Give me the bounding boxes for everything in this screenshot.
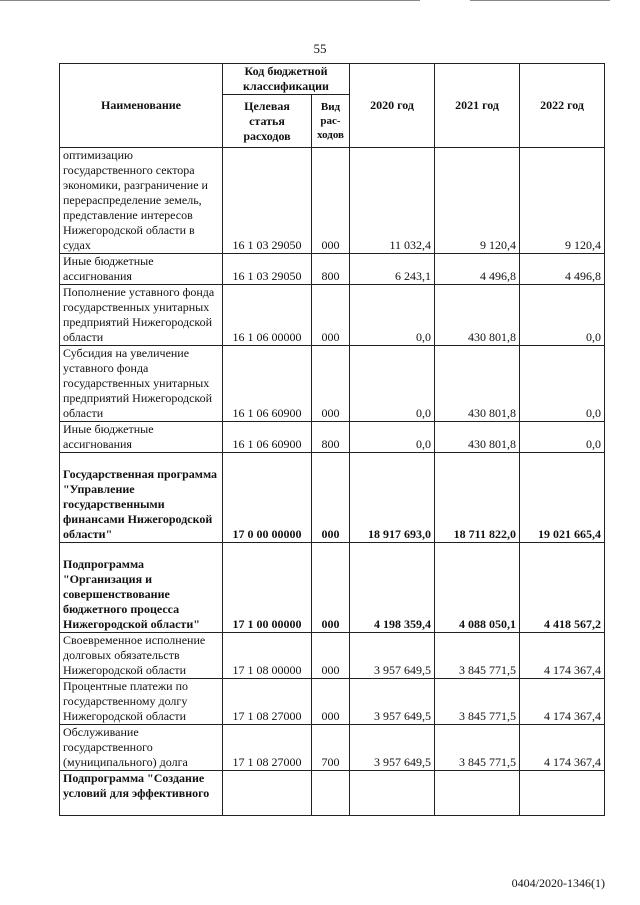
table-row (60, 679, 605, 725)
row-expense-kind: 000 (312, 453, 350, 543)
row-value-2020: 0,0 (350, 346, 435, 422)
row-value-2022: 19 021 665,4 (520, 453, 605, 543)
row-expense-kind (312, 771, 350, 816)
row-value-2021: 3 845 771,5 (435, 725, 520, 771)
row-value-2020: 11 032,4 (350, 148, 435, 254)
table-row (60, 285, 605, 346)
row-name: Пополнение уставного фонда государственных унитарных предприятий Нижегородской области (60, 285, 223, 346)
row-value-2021: 430 801,8 (435, 346, 520, 422)
row-value-2020 (350, 771, 435, 816)
top-edge-line (0, 0, 420, 1)
row-name: Обслуживание государственного (муниципального) долга (60, 725, 223, 771)
row-value-2021: 4 088 050,1 (435, 543, 520, 633)
table-row (60, 148, 605, 254)
footer-document-code: 0404/2020-1346(1) (511, 876, 605, 890)
row-value-2021: 430 801,8 (435, 422, 520, 453)
row-target-article: 17 1 08 27000 (223, 725, 312, 771)
table-row (60, 725, 605, 771)
top-edge-line-right (470, 0, 610, 1)
row-expense-kind: 000 (312, 633, 350, 679)
row-target-article: 17 1 08 27000 (223, 679, 312, 725)
row-value-2022: 4 418 567,2 (520, 543, 605, 633)
table-body (60, 148, 605, 816)
table-row (60, 633, 605, 679)
row-name: Иные бюджетные ассигнования (60, 254, 223, 285)
row-value-2022 (520, 771, 605, 816)
row-value-2020: 6 243,1 (350, 254, 435, 285)
row-value-2022: 0,0 (520, 422, 605, 453)
row-value-2020: 0,0 (350, 422, 435, 453)
row-expense-kind: 000 (312, 148, 350, 254)
table-row (60, 543, 605, 633)
row-value-2021 (435, 771, 520, 816)
row-value-2021: 4 496,8 (435, 254, 520, 285)
row-value-2021: 430 801,8 (435, 285, 520, 346)
row-name: Подпрограмма "Создание условий для эффективного (60, 771, 223, 816)
row-expense-kind: 000 (312, 346, 350, 422)
budget-table (59, 63, 605, 816)
row-expense-kind: 700 (312, 725, 350, 771)
row-name: Субсидия на увеличение уставного фонда государственных унитарных предприятий Нижегородской области (60, 346, 223, 422)
row-value-2020: 18 917 693,0 (350, 453, 435, 543)
row-value-2020: 3 957 649,5 (350, 679, 435, 725)
row-target-article: 17 1 00 00000 (223, 543, 312, 633)
header-classification-group: Код бюджетной классификации (223, 64, 350, 95)
row-value-2021: 18 711 822,0 (435, 453, 520, 543)
row-name: Государственная программа "Управление государственными финансами Нижегородской области" (60, 453, 223, 543)
header-expense-kind: Вид рас-ходов (312, 95, 350, 148)
header-name: Наименование (60, 64, 223, 148)
row-value-2021: 3 845 771,5 (435, 633, 520, 679)
row-name: оптимизацию государственного сектора экономики, разграничение и перераспределение земель, представление интересов Нижегородской области в судах (60, 148, 223, 254)
row-target-article: 16 1 03 29050 (223, 148, 312, 254)
row-value-2020: 4 198 359,4 (350, 543, 435, 633)
header-2021: 2021 год (435, 64, 520, 148)
row-expense-kind: 800 (312, 254, 350, 285)
header-target-article: Целевая статья расходов (223, 95, 312, 148)
row-target-article: 17 0 00 00000 (223, 453, 312, 543)
row-value-2021: 9 120,4 (435, 148, 520, 254)
row-name: Процентные платежи по государственному долгу Нижегородской области (60, 679, 223, 725)
row-expense-kind: 800 (312, 422, 350, 453)
row-target-article (223, 771, 312, 816)
table-row (60, 771, 605, 816)
row-target-article: 16 1 06 60900 (223, 346, 312, 422)
table-row (60, 422, 605, 453)
table-row (60, 254, 605, 285)
row-target-article: 16 1 06 60900 (223, 422, 312, 453)
row-target-article: 16 1 03 29050 (223, 254, 312, 285)
row-value-2020: 3 957 649,5 (350, 725, 435, 771)
row-name: Своевременное исполнение долговых обязательств Нижегородской области (60, 633, 223, 679)
row-target-article: 17 1 08 00000 (223, 633, 312, 679)
row-value-2022: 4 174 367,4 (520, 725, 605, 771)
row-value-2022: 4 174 367,4 (520, 679, 605, 725)
row-target-article: 16 1 06 00000 (223, 285, 312, 346)
page-number: 55 (313, 41, 327, 56)
header-2020: 2020 год (350, 64, 435, 148)
row-value-2022: 9 120,4 (520, 148, 605, 254)
row-value-2020: 3 957 649,5 (350, 633, 435, 679)
table-row (60, 346, 605, 422)
row-expense-kind: 000 (312, 285, 350, 346)
row-value-2022: 0,0 (520, 285, 605, 346)
row-value-2021: 3 845 771,5 (435, 679, 520, 725)
row-value-2022: 4 174 367,4 (520, 633, 605, 679)
row-name: Иные бюджетные ассигнования (60, 422, 223, 453)
row-expense-kind: 000 (312, 679, 350, 725)
header-2022: 2022 год (520, 64, 605, 148)
row-value-2022: 0,0 (520, 346, 605, 422)
row-expense-kind: 000 (312, 543, 350, 633)
row-value-2020: 0,0 (350, 285, 435, 346)
row-value-2022: 4 496,8 (520, 254, 605, 285)
table-row (60, 453, 605, 543)
row-name: Подпрограмма "Организация и совершенствование бюджетного процесса Нижегородской области" (60, 543, 223, 633)
